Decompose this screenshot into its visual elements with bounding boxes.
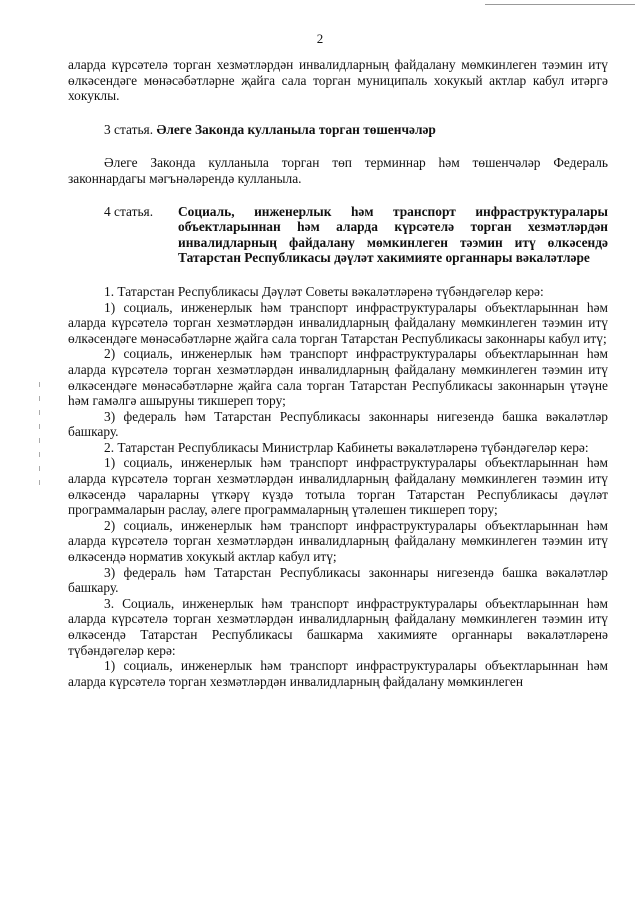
section-1: 1. Татарстан Республикасы Дәүләт Советы вәкаләтләренә түбәндәгеләр керә: <box>104 283 544 299</box>
article-3-heading <box>68 122 608 138</box>
scan-margin-marks <box>37 382 41 494</box>
section-1-item-2: 2) социаль, инженерлык һәм транспорт инфраструктуралары объектларыннан һәм аларда күрсәтелә торган хезмәтләрдән инвалидларның файдалану мөмкинлеген тәэмин итү өлкәсендәге мөнәсәбәтләрне җайга сала торган Татарстан Республикасы законнарын үтәүне һәм гамәлгә ашыруны тикшереп тору; <box>68 346 608 409</box>
section-1-item-3: 3) федераль һәм Татарстан Республикасы законнары нигезендә башка вәкаләтләр башкару. <box>68 408 608 440</box>
top-edge-rule <box>485 4 635 5</box>
paragraph-continuation: аларда күрсәтелә торган хезмәтләрдән инвалидларның файдалану мөмкинлеген тәэмин итү өлкәсендәге мөнәсәбәтләрне җайга сала торган муниципаль хокукый актлар кабул итәргә хокуклы. <box>68 57 608 104</box>
section-3: 3. Социаль, инженерлык һәм транспорт инфраструктуралары объектларыннан һәм аларда күрсәтелә торган хезмәтләрдән инвалидларның файдалану мөмкинлеген тәэмин итү өлкәсендә Татарстан Республикасы башкарма хакимияте органнары вәкаләтләренә түбәндәгеләр керә: <box>68 595 608 658</box>
page-number: 2 <box>316 31 324 46</box>
section-3-item-1: 1) социаль, инженерлык һәм транспорт инфраструктуралары объектларыннан һәм аларда күрсәтелә торган хезмәтләрдән инвалидларның файдалану мөмкинлеген <box>68 658 608 689</box>
article-4-heading <box>68 204 608 266</box>
section-2-item-2: 2) социаль, инженерлык һәм транспорт инфраструктуралары объектларыннан һәм аларда күрсәтелә торган хезмәтләрдән инвалидларның файдалану мөмкинлеген тәэмин итү өлкәсендә норматив хокукый актлар кабул итү; <box>68 517 608 565</box>
article-3-title: Әлеге Законда кулланыла торган төшенчәләр <box>156 121 436 137</box>
article-4-label: 4 статья. <box>104 203 154 219</box>
article-4-title: Социаль, инженерлык һәм транспорт инфраструктуралары объектларыннан һәм аларда күрсәтелә торган хезмәтләрдән инвалидларның файдалану мөмкинлеген тәэмин итү өлкәсендә Татарстан Республикасы дәүләт хакимияте органнары вәкаләтләре <box>178 203 608 266</box>
section-2-item-3: 3) федераль һәм Татарстан Республикасы законнары нигезендә башка вәкаләтләр башкару. <box>68 564 608 596</box>
section-1-item-1: 1) социаль, инженерлык һәм транспорт инфраструктуралары объектларыннан һәм аларда күрсәтелә торган хезмәтләрдән инвалидларның файдалану мөмкинлеген тәэмин итү өлкәсендәге мөнәсәбәтләрне җайга сала торган Татарстан Республикасы законнары кабул итү; <box>68 299 608 346</box>
document-body <box>68 57 608 689</box>
section-2-item-1: 1) социаль, инженерлык һәм транспорт инфраструктуралары объектларыннан һәм аларда күрсәтелә торган хезмәтләрдән инвалидларның файдалану мөмкинлеген тәэмин итү өлкәсендә чараларны үткәрү күздә тотыла торган Татарстан Республикасы дәүләт программаларын раслау, әлеге программаларның үтәлешен тикшереп тору; <box>68 455 608 518</box>
article-3-text: Әлеге Законда кулланыла торган төп терминнар һәм төшенчәләр Федераль законнардагы мәгънәләрендә кулланыла. <box>68 155 608 186</box>
article-3-label: 3 статья. <box>104 121 154 137</box>
section-2: 2. Татарстан Республикасы Министрлар Кабинеты вәкаләтләренә түбәндәгеләр керә: <box>104 439 589 455</box>
